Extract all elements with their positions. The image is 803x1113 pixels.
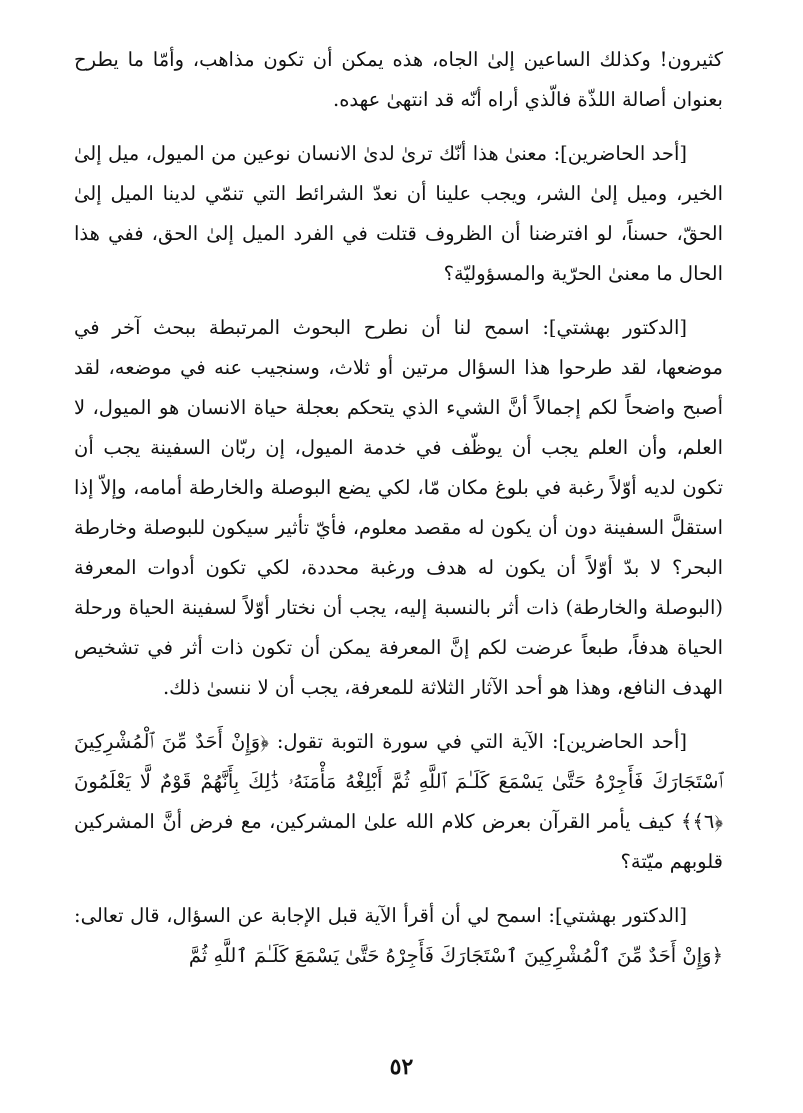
paragraph-5-answer: [الدكتور بهشتي]: اسمح لي أن أقرأ الآية قبل الإجابة عن السؤال، قال تعالى: ﴿وَإِنْ أَحَدٌ مِّنَ ٱلْمُشْرِكِينَ ٱسْتَجَارَكَ فَأَجِرْهُ حَتَّىٰ يَسْمَعَ كَلَـٰمَ ٱللَّهِ ثُمَّ <box>74 904 723 967</box>
paragraph-3-answer: [الدكتور بهشتي]: اسمح لنا أن نطرح البحوث المرتبطة ببحث آخر في موضعها، لقد طرحوا هذا السؤال مرتين أو ثلاث، وسنجيب عنه في موضعه، لقد أصبح واضحاً لكم إجمالاً أنَّ الشيء الذي يتحكم بعجلة حياة الانسان هو الميول، لا العلم، وأن العلم يجب أن يوظّف في خدمة الميول، إن ربّان السفينة يجب أن تكون لديه أوّلاً رغبة في بلوغ مكان مّا، لكي يضع البوصلة والخارطة أمامه، وإلاّ إذا استقلَّ السفينة دون أن يكون له مقصد معلوم، فأيّ تأثير سيكون للبوصلة وخارطة البحر؟ لا بدّ أوّلاً أن يكون له هدف ورغبة محددة، لكي تكون أدوات المعرفة (البوصلة والخارطة) ذات أثر بالنسبة إليه، يجب أن نختار أوّلاً لسفينة الحياة ورحلة الحياة هدفاً، طبعاً عرضت لكم إنَّ المعرفة يمكن أن تكون ذات أثر في تشخيص الهدف النافع، وهذا هو أحد الآثار الثلاثة للمعرفة، يجب أن لا ننسىٰ ذلك. <box>74 316 723 699</box>
paragraph-1: كثيرون! وكذلك الساعين إلىٰ الجاه، هذه يمكن أن تكون مذاهب، وأمّا ما يطرح بعنوان أصالة اللذّة فالّذي أراه أنّه قد انتهىٰ عهده. <box>74 48 723 111</box>
page-number: ٥٢ <box>389 1054 414 1080</box>
paragraph-2-question: [أحد الحاضرين]: معنىٰ هذا أنّك ترىٰ لدىٰ الانسان نوعين من الميول، ميل إلىٰ الخير، وميل إلىٰ الشر، ويجب علينا أن نعدّ الشرائط التي تنمّي لدينا الميل إلىٰ الحقّ، حسناً، لو افترضنا أن الظروف قتلت في الفرد الميل إلىٰ الحق، ففي هذا الحال ما معنىٰ الحرّية والمسؤوليّة؟ <box>74 142 723 285</box>
page-body <box>74 40 723 990</box>
paragraph-4-question: [أحد الحاضرين]: الآية التي في سورة التوبة تقول: ﴿وَإِنْ أَحَدٌ مِّنَ ٱلْمُشْرِكِينَ ٱسْتَجَارَكَ فَأَجِرْهُ حَتَّىٰ يَسْمَعَ كَلَـٰمَ ٱللَّهِ ثُمَّ أَبْلِغْهُ مَأْمَنَهُۥ ذَٰلِكَ بِأَنَّهُمْ قَوْمٌ لَّا يَعْلَمُونَ ﴿٦﴾﴾ كيف يأمر القرآن بعرض كلام الله علىٰ المشركين، مع فرض أنَّ المشركين قلوبهم ميّتة؟ <box>74 730 723 873</box>
